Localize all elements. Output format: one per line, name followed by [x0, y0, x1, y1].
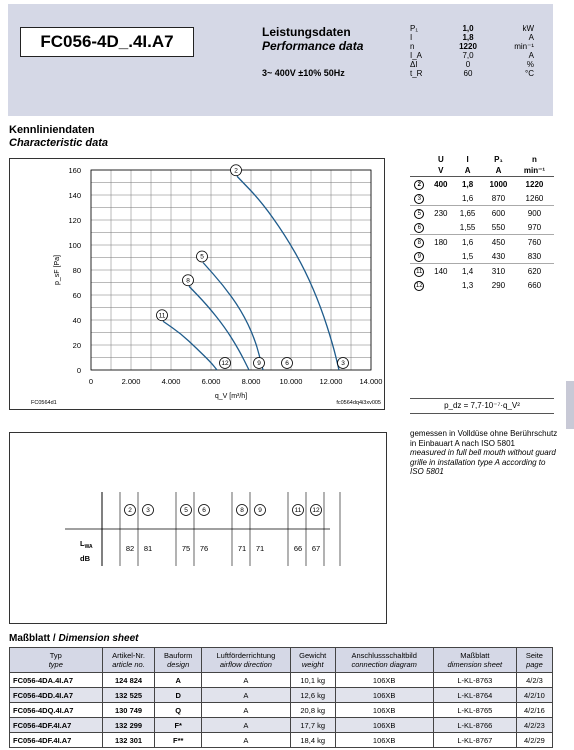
op-cell: 310: [482, 264, 515, 279]
lwa-value: 81: [143, 544, 153, 553]
op-cell: [410, 154, 428, 165]
lwa-value: 71: [255, 544, 265, 553]
svg-text:2: 2: [128, 507, 132, 515]
y-tick-label: 160: [68, 166, 81, 175]
dim-row: [10, 703, 553, 718]
lwa-label: $L_{WA}$: [80, 539, 93, 550]
dim-cell: 106XB: [335, 688, 433, 703]
dim-cell: A: [201, 733, 290, 748]
y-tick-label: 40: [72, 316, 81, 325]
dim-cell: FC056-4DD.4I.A7: [10, 688, 103, 703]
dim-cell: 4/2/3: [516, 673, 552, 688]
op-point-marker: 2: [414, 180, 424, 190]
lwa-value: 67: [311, 544, 321, 553]
op-cell: 1,5: [462, 251, 474, 261]
measurement-note-en: measured in full bell mouth without guard grille in installation type A according to ISO 5801: [410, 448, 556, 476]
lwa-point-3: [143, 505, 154, 516]
op-point-marker: 6: [414, 223, 424, 233]
dim-header-cell: Luftförderrichtung airflow direction: [201, 648, 290, 673]
op-cell: [428, 220, 453, 235]
supply-voltage: 3~ 400V ±10% 50Hz: [262, 68, 345, 78]
svg-text:11: 11: [158, 312, 166, 320]
y-tick-label: 100: [68, 241, 81, 250]
op-cell: 1000: [489, 179, 508, 189]
measurement-note-de: gemessen in Volldüse ohne Berührschutz in Einbauart A nach ISO 5801: [410, 429, 558, 448]
perf-row: [410, 33, 534, 42]
op-cell: 1,3: [462, 280, 474, 290]
dim-header-cell: Gewicht weight: [290, 648, 335, 673]
x-tick-label: 14.000: [359, 377, 383, 386]
lwa-point-12: [311, 505, 322, 516]
perf-unit: min⁻¹: [514, 42, 534, 51]
op-cell: P₁: [494, 155, 503, 164]
perf-symbol: ΔI: [410, 60, 418, 69]
dim-cell: 4/2/29: [516, 733, 552, 748]
op-point-marker: 3: [414, 194, 424, 204]
page-side-marker: [566, 381, 574, 429]
op-cell: 1,6: [462, 193, 474, 203]
characteristic-title-de: Kennliniendaten: [9, 124, 95, 136]
perf-symbol: I: [410, 33, 413, 42]
perf-row: [410, 60, 534, 69]
dim-row: [10, 688, 553, 703]
op-cell: 760: [515, 235, 554, 250]
op-cell: 1,55: [459, 222, 476, 232]
dim-cell: FC056-4DQ.4I.A7: [10, 703, 103, 718]
dim-header-cell: Maßblatt dimension sheet: [433, 648, 516, 673]
y-tick-label: 0: [76, 366, 81, 375]
op-cell: [410, 235, 428, 250]
op-row: [410, 220, 554, 235]
svg-text:2: 2: [234, 167, 238, 175]
op-cell: 1260: [525, 193, 544, 203]
dim-cell: Q: [155, 703, 201, 718]
dim-cell: 124 824: [102, 673, 155, 688]
x-tick-label: 2.000: [121, 377, 141, 386]
perf-value: 1,8: [462, 33, 474, 42]
dim-cell: 132 301: [102, 733, 155, 748]
op-cell: 230: [428, 206, 453, 221]
op-row: [410, 177, 554, 192]
dim-row: [10, 718, 553, 733]
perf-unit: °C: [525, 69, 534, 78]
dim-cell: L-KL-8764: [433, 688, 516, 703]
lwa-point-11: [293, 505, 304, 516]
dim-row: [10, 733, 553, 748]
performance-title-de: Leistungsdaten: [262, 25, 351, 39]
dim-cell: 106XB: [335, 718, 433, 733]
dim-cell: A: [201, 718, 290, 733]
perf-symbol: I_A: [410, 51, 423, 60]
x-tick-label: 6.000: [201, 377, 221, 386]
op-cell: [410, 191, 428, 206]
series-marker-8: [183, 275, 194, 286]
op-cell: 550: [491, 222, 506, 232]
sound-power-table: [10, 433, 386, 623]
perf-unit: A: [528, 51, 534, 60]
dim-header-cell: Anschlussschaltbild connection diagram: [335, 648, 433, 673]
end-marker-12: [220, 358, 231, 369]
op-row: [410, 264, 554, 279]
op-cell: 1,4: [453, 264, 482, 279]
dim-cell: A: [201, 673, 290, 688]
series-marker-5: [197, 251, 208, 262]
characteristic-title: [9, 124, 108, 150]
op-cell: U: [437, 155, 444, 164]
svg-text:5: 5: [200, 253, 204, 261]
dim-cell: FC056-4DF.4I.A7: [10, 718, 103, 733]
y-axis-label: p_sF [Pa]: [54, 255, 61, 285]
measurement-note: [410, 429, 560, 477]
dim-header-cell: Bauform design: [155, 648, 201, 673]
lwa-point-6: [199, 505, 210, 516]
lwa-unit: dB: [80, 554, 90, 563]
perf-value: 1,0: [462, 24, 474, 33]
svg-text:12: 12: [312, 507, 320, 515]
op-cell: 970: [527, 222, 542, 232]
dim-cell: 10,1 kg: [290, 673, 335, 688]
dim-header-cell: Artikel-Nr. article no.: [102, 648, 155, 673]
performance-title: [262, 25, 363, 53]
y-tick-label: 80: [72, 266, 81, 275]
lwa-value: 71: [237, 544, 247, 553]
dim-cell: FC056-4DF.4I.A7: [10, 733, 103, 748]
dim-cell: FC056-4DA.4I.A7: [10, 673, 103, 688]
perf-row: [410, 69, 534, 78]
dim-header-cell: Typ type: [10, 648, 103, 673]
perf-value: 0: [465, 60, 471, 69]
performance-title-en: Performance data: [262, 39, 364, 53]
perf-value: 1220: [459, 42, 477, 51]
x-axis-label: q_V [m³/h]: [214, 393, 248, 400]
op-cell: V: [428, 165, 453, 177]
series-marker-2: [231, 165, 242, 176]
x-tick-label: 12.000: [319, 377, 343, 386]
dim-cell: L-KL-8767: [433, 733, 516, 748]
dim-cell: F**: [155, 733, 201, 748]
x-tick-label: 0: [88, 377, 94, 386]
dim-cell: 130 749: [102, 703, 155, 718]
svg-text:12: 12: [221, 360, 229, 368]
characteristic-chart: [9, 158, 385, 410]
perf-row: [410, 42, 534, 51]
svg-text:3: 3: [146, 507, 150, 515]
op-cell: I: [466, 155, 469, 164]
op-cell: 140: [428, 264, 453, 279]
op-point-marker: 9: [414, 252, 424, 262]
op-cell: 400: [434, 179, 448, 189]
op-cell: [428, 278, 453, 292]
dimension-title: Maßblatt / Dimension sheet: [9, 633, 139, 644]
op-cell: [410, 220, 428, 235]
lwa-point-9: [255, 505, 266, 516]
y-tick-label: 60: [72, 291, 81, 300]
perf-unit: kW: [522, 24, 534, 33]
op-row: [410, 235, 554, 250]
dim-cell: 4/2/16: [516, 703, 552, 718]
dim-cell: 106XB: [335, 673, 433, 688]
op-cell: [428, 249, 453, 264]
dim-cell: 132 299: [102, 718, 155, 733]
op-cell: [410, 177, 428, 192]
end-marker-6: [282, 358, 293, 369]
op-cell: 1,65: [453, 206, 482, 221]
svg-text:11: 11: [294, 507, 302, 515]
op-cell: 830: [527, 251, 542, 261]
op-cell: 620: [515, 264, 554, 279]
op-point-marker: 8: [414, 238, 424, 248]
dim-cell: 12,6 kg: [290, 688, 335, 703]
dim-cell: A: [201, 688, 290, 703]
dim-cell: F*: [155, 718, 201, 733]
op-cell: A: [482, 165, 515, 177]
op-cell: [410, 278, 428, 292]
svg-text:3: 3: [341, 360, 345, 368]
op-cell: min⁻¹: [515, 165, 554, 177]
dim-cell: L-KL-8766: [433, 718, 516, 733]
perf-row: [410, 24, 534, 33]
lwa-value: 82: [125, 544, 135, 553]
op-row: [410, 249, 554, 264]
lwa-point-5: [181, 505, 192, 516]
op-cell: 1,6: [453, 235, 482, 250]
dim-cell: 106XB: [335, 733, 433, 748]
perf-symbol: t_R: [410, 69, 423, 78]
svg-text:8: 8: [240, 507, 244, 515]
op-cell: 870: [491, 193, 506, 203]
dim-header-cell: Seite page: [516, 648, 552, 673]
y-tick-label: 20: [72, 341, 81, 350]
svg-text:9: 9: [258, 507, 262, 515]
op-row: [410, 278, 554, 292]
dim-header-row: [10, 648, 553, 673]
op-cell: 660: [527, 280, 542, 290]
op-cell: 900: [515, 206, 554, 221]
op-header-row: [410, 154, 554, 165]
dim-cell: 20,8 kg: [290, 703, 335, 718]
op-cell: 180: [428, 235, 453, 250]
dim-cell: 106XB: [335, 703, 433, 718]
series-marker-11: [157, 310, 168, 321]
op-row: [410, 206, 554, 221]
svg-text:6: 6: [202, 507, 206, 515]
svg-text:9: 9: [257, 360, 261, 368]
perf-value: 60: [463, 69, 473, 78]
dim-row: [10, 673, 553, 688]
perf-symbol: P₁: [410, 24, 419, 33]
op-cell: [410, 206, 428, 221]
dim-cell: A: [155, 673, 201, 688]
op-row: [410, 191, 554, 206]
op-unit-row: [410, 165, 554, 177]
y-tick-label: 140: [68, 191, 81, 200]
dim-cell: A: [201, 703, 290, 718]
chart-frame: [10, 159, 385, 410]
y-tick-label: 120: [68, 216, 81, 225]
op-cell: 290: [491, 280, 506, 290]
op-cell: A: [453, 165, 482, 177]
perf-symbol: n: [410, 42, 415, 51]
dim-cell: 18,4 kg: [290, 733, 335, 748]
dimension-table: [9, 647, 553, 748]
model-title: FC056-4D_.4I.A7: [20, 27, 194, 57]
dim-cell: 4/2/23: [516, 718, 552, 733]
dim-cell: L-KL-8765: [433, 703, 516, 718]
perf-value: 7,0: [462, 51, 474, 60]
pressure-formula: p_dz = 7,7·10⁻⁷·q_V²: [410, 398, 554, 414]
op-cell: n: [532, 155, 537, 164]
dimension-title-en: Dimension sheet: [58, 633, 139, 644]
end-marker-3: [338, 358, 349, 369]
lwa-point-8: [237, 505, 248, 516]
performance-values: [410, 24, 534, 78]
dim-cell: 132 525: [102, 688, 155, 703]
x-tick-label: 8.000: [241, 377, 261, 386]
op-cell: 450: [482, 235, 515, 250]
op-cell: 430: [491, 251, 506, 261]
dim-cell: L-KL-8763: [433, 673, 516, 688]
operating-point-table: [410, 154, 554, 292]
svg-text:5: 5: [184, 507, 188, 515]
op-point-marker: 11: [416, 268, 423, 275]
lwa-value: 76: [199, 544, 209, 553]
op-cell: [410, 264, 428, 279]
sound-power-box: [9, 432, 387, 624]
svg-text:8: 8: [186, 277, 190, 285]
characteristic-title-en: Characteristic data: [9, 137, 109, 149]
dim-cell: 4/2/10: [516, 688, 552, 703]
op-cell: 1,8: [462, 179, 474, 189]
svg-text:6: 6: [285, 360, 289, 368]
perf-unit: A: [528, 33, 534, 42]
lwa-value: 66: [293, 544, 303, 553]
end-marker-9: [254, 358, 265, 369]
op-cell: 1220: [525, 179, 544, 189]
op-point-marker: 5: [414, 209, 424, 219]
dimension-title-de: Maßblatt: [9, 633, 51, 644]
dim-cell: 17,7 kg: [290, 718, 335, 733]
perf-unit: %: [526, 60, 534, 69]
op-cell: 600: [482, 206, 515, 221]
dim-cell: D: [155, 688, 201, 703]
op-cell: [410, 165, 428, 177]
op-cell: [428, 191, 453, 206]
lwa-value: 75: [181, 544, 191, 553]
op-point-marker: 12: [415, 282, 423, 289]
perf-row: [410, 51, 534, 60]
x-tick-label: 10.000: [279, 377, 303, 386]
op-cell: [410, 249, 428, 264]
chart-code-right: fc0564dq4i3xv005: [336, 400, 381, 406]
lwa-point-2: [125, 505, 136, 516]
x-tick-label: 4.000: [161, 377, 181, 386]
chart-code-left: FC0564d1: [31, 400, 57, 406]
